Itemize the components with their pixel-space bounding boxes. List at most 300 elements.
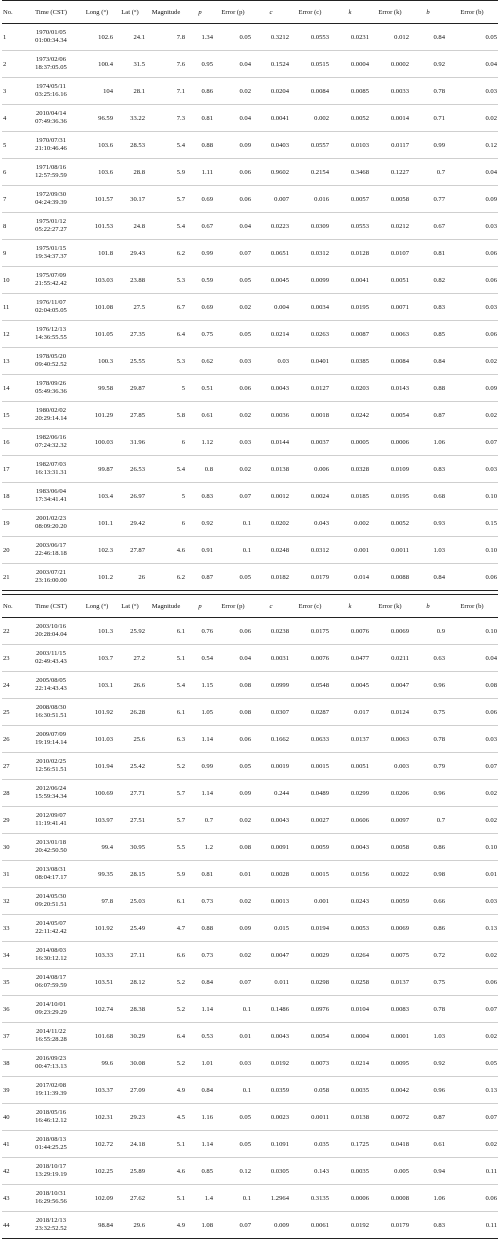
cell-p: 1.34 bbox=[186, 24, 214, 51]
cell-no: 40 bbox=[2, 1104, 22, 1131]
cell-error-c: 0.0127 bbox=[290, 375, 330, 402]
cell-long: 100.03 bbox=[80, 429, 114, 456]
cell-k: 0.0192 bbox=[330, 1212, 370, 1239]
cell-date: 2003/10/16 bbox=[35, 623, 67, 631]
cell-error-k: 0.012 bbox=[370, 24, 410, 51]
cell-time bbox=[22, 618, 80, 645]
cell-long: 97.8 bbox=[80, 888, 114, 915]
cell-magnitude: 5.3 bbox=[146, 267, 186, 294]
cell-b: 0.67 bbox=[410, 213, 446, 240]
table-row bbox=[2, 1185, 498, 1212]
cell-error-c: 0.0054 bbox=[290, 1023, 330, 1050]
cell-time bbox=[22, 537, 80, 564]
cell-error-k: 0.0002 bbox=[370, 51, 410, 78]
cell-clock: 16:29:56.56 bbox=[35, 1198, 67, 1205]
cell-error-k: 0.0054 bbox=[370, 402, 410, 429]
cell-time bbox=[22, 753, 80, 780]
cell-b: 0.83 bbox=[410, 1212, 446, 1239]
cell-error-p: 0.09 bbox=[214, 780, 252, 807]
cell-lat: 24.18 bbox=[114, 1131, 146, 1158]
cell-magnitude: 5.2 bbox=[146, 753, 186, 780]
cell-lat: 28.15 bbox=[114, 861, 146, 888]
cell-error-k: 0.0063 bbox=[370, 726, 410, 753]
cell-error-c: 0.0298 bbox=[290, 969, 330, 996]
cell-lat: 31.96 bbox=[114, 429, 146, 456]
cell-error-c: 0.0287 bbox=[290, 699, 330, 726]
cell-error-p: 0.02 bbox=[214, 807, 252, 834]
cell-clock: 04:24:39.39 bbox=[35, 199, 67, 206]
cell-error-p: 0.07 bbox=[214, 483, 252, 510]
cell-error-k: 0.0083 bbox=[370, 996, 410, 1023]
cell-time bbox=[22, 483, 80, 510]
cell-b: 0.84 bbox=[410, 24, 446, 51]
cell-error-b: 0.02 bbox=[446, 1131, 498, 1158]
cell-b: 0.7 bbox=[410, 159, 446, 186]
cell-no: 21 bbox=[2, 564, 22, 591]
cell-no: 3 bbox=[2, 78, 22, 105]
cell-date: 2013/01/18 bbox=[35, 839, 67, 847]
data-table-part-2 bbox=[2, 594, 498, 1239]
cell-c: 0.0202 bbox=[252, 510, 290, 537]
cell-date: 2001/02/23 bbox=[35, 515, 67, 523]
cell-c: 0.1486 bbox=[252, 996, 290, 1023]
cell-error-c: 0.006 bbox=[290, 456, 330, 483]
cell-long: 101.68 bbox=[80, 1023, 114, 1050]
table-row bbox=[2, 510, 498, 537]
cell-p: 0.99 bbox=[186, 753, 214, 780]
cell-error-p: 0.05 bbox=[214, 1104, 252, 1131]
cell-long: 103.51 bbox=[80, 969, 114, 996]
cell-b: 1.06 bbox=[410, 429, 446, 456]
cell-time bbox=[22, 807, 80, 834]
cell-long: 102.72 bbox=[80, 1131, 114, 1158]
cell-error-k: 0.0047 bbox=[370, 672, 410, 699]
cell-error-c: 0.0553 bbox=[290, 24, 330, 51]
cell-time bbox=[22, 1023, 80, 1050]
cell-clock: 18:37:05.05 bbox=[35, 64, 67, 71]
cell-error-b: 0.04 bbox=[446, 51, 498, 78]
cell-time bbox=[22, 834, 80, 861]
cell-no: 26 bbox=[2, 726, 22, 753]
cell-error-b: 0.08 bbox=[446, 672, 498, 699]
cell-lat: 27.87 bbox=[114, 537, 146, 564]
cell-magnitude: 6.1 bbox=[146, 888, 186, 915]
cell-p: 0.88 bbox=[186, 132, 214, 159]
cell-error-p: 0.05 bbox=[214, 24, 252, 51]
cell-error-k: 0.0063 bbox=[370, 321, 410, 348]
cell-lat: 26.53 bbox=[114, 456, 146, 483]
table-header-row bbox=[2, 595, 498, 618]
cell-error-p: 0.05 bbox=[214, 267, 252, 294]
cell-date: 1975/01/12 bbox=[35, 218, 67, 226]
table-row bbox=[2, 1104, 498, 1131]
table-row bbox=[2, 1077, 498, 1104]
cell-no: 14 bbox=[2, 375, 22, 402]
cell-p: 0.69 bbox=[186, 186, 214, 213]
cell-c: 0.0041 bbox=[252, 105, 290, 132]
cell-lat: 23.88 bbox=[114, 267, 146, 294]
cell-p: 0.83 bbox=[186, 483, 214, 510]
cell-k: 0.0243 bbox=[330, 888, 370, 915]
cell-p: 0.76 bbox=[186, 618, 214, 645]
cell-clock: 03:25:16.16 bbox=[35, 91, 67, 98]
cell-clock: 06:07:59.59 bbox=[35, 982, 67, 989]
cell-b: 0.81 bbox=[410, 240, 446, 267]
cell-error-c: 0.016 bbox=[290, 186, 330, 213]
cell-error-b: 0.03 bbox=[446, 888, 498, 915]
cell-p: 0.67 bbox=[186, 213, 214, 240]
cell-error-b: 0.02 bbox=[446, 807, 498, 834]
cell-no: 9 bbox=[2, 240, 22, 267]
cell-magnitude: 6.1 bbox=[146, 699, 186, 726]
cell-magnitude: 5.8 bbox=[146, 402, 186, 429]
cell-p: 1.12 bbox=[186, 429, 214, 456]
cell-error-k: 0.0071 bbox=[370, 294, 410, 321]
cell-long: 99.58 bbox=[80, 375, 114, 402]
table-row bbox=[2, 429, 498, 456]
cell-date: 2018/10/17 bbox=[35, 1163, 67, 1171]
table-row bbox=[2, 186, 498, 213]
cell-error-c: 0.0175 bbox=[290, 618, 330, 645]
table-row bbox=[2, 564, 498, 591]
cell-error-b: 0.10 bbox=[446, 618, 498, 645]
cell-b: 0.85 bbox=[410, 321, 446, 348]
cell-error-k: 0.0014 bbox=[370, 105, 410, 132]
cell-lat: 30.95 bbox=[114, 834, 146, 861]
cell-b: 1.06 bbox=[410, 1185, 446, 1212]
cell-long: 101.57 bbox=[80, 186, 114, 213]
table-row bbox=[2, 132, 498, 159]
cell-b: 0.87 bbox=[410, 402, 446, 429]
cell-b: 0.92 bbox=[410, 51, 446, 78]
cell-no: 13 bbox=[2, 348, 22, 375]
cell-no: 24 bbox=[2, 672, 22, 699]
cell-b: 0.87 bbox=[410, 1104, 446, 1131]
cell-error-c: 0.0557 bbox=[290, 132, 330, 159]
cell-clock: 09:23:29.29 bbox=[35, 1009, 67, 1016]
cell-error-p: 0.03 bbox=[214, 348, 252, 375]
cell-date: 2008/08/30 bbox=[35, 704, 67, 712]
cell-error-b: 0.09 bbox=[446, 375, 498, 402]
cell-b: 0.83 bbox=[410, 294, 446, 321]
cell-magnitude: 7.8 bbox=[146, 24, 186, 51]
cell-lat: 30.17 bbox=[114, 186, 146, 213]
cell-clock: 07:24:32.32 bbox=[35, 442, 67, 449]
cell-p: 0.87 bbox=[186, 564, 214, 591]
cell-error-p: 0.08 bbox=[214, 699, 252, 726]
table-row bbox=[2, 969, 498, 996]
column-header: p bbox=[186, 1, 214, 24]
cell-b: 0.94 bbox=[410, 1158, 446, 1185]
column-header: Error (c) bbox=[290, 1, 330, 24]
cell-error-b: 0.07 bbox=[446, 429, 498, 456]
cell-long: 101.05 bbox=[80, 321, 114, 348]
cell-error-b: 0.02 bbox=[446, 402, 498, 429]
cell-k: 0.002 bbox=[330, 510, 370, 537]
cell-error-c: 0.0018 bbox=[290, 402, 330, 429]
cell-clock: 22:11:42.42 bbox=[35, 928, 67, 935]
cell-b: 0.93 bbox=[410, 510, 446, 537]
cell-long: 98.84 bbox=[80, 1212, 114, 1239]
cell-date: 2018/10/31 bbox=[35, 1190, 67, 1198]
cell-error-c: 0.0084 bbox=[290, 78, 330, 105]
cell-magnitude: 6.2 bbox=[146, 564, 186, 591]
cell-error-p: 0.1 bbox=[214, 1077, 252, 1104]
cell-error-c: 0.035 bbox=[290, 1131, 330, 1158]
cell-b: 0.82 bbox=[410, 267, 446, 294]
cell-error-c: 0.0312 bbox=[290, 537, 330, 564]
cell-clock: 02:04:05.05 bbox=[35, 307, 67, 314]
cell-error-p: 0.02 bbox=[214, 942, 252, 969]
cell-no: 27 bbox=[2, 753, 22, 780]
table-row bbox=[2, 483, 498, 510]
cell-p: 0.86 bbox=[186, 78, 214, 105]
cell-error-k: 0.0072 bbox=[370, 1104, 410, 1131]
cell-k: 0.0035 bbox=[330, 1077, 370, 1104]
table-body bbox=[2, 618, 498, 1239]
cell-p: 1.01 bbox=[186, 1050, 214, 1077]
cell-time bbox=[22, 1104, 80, 1131]
cell-error-p: 0.05 bbox=[214, 321, 252, 348]
cell-clock: 16:13:31.31 bbox=[35, 469, 67, 476]
cell-error-c: 0.0401 bbox=[290, 348, 330, 375]
cell-time bbox=[22, 1158, 80, 1185]
cell-clock: 13:29:19.19 bbox=[35, 1171, 67, 1178]
cell-k: 0.0299 bbox=[330, 780, 370, 807]
data-table-part-1 bbox=[2, 0, 498, 591]
cell-lat: 29.42 bbox=[114, 510, 146, 537]
cell-clock: 15:59:34.34 bbox=[35, 793, 67, 800]
cell-p: 0.81 bbox=[186, 861, 214, 888]
table-row bbox=[2, 942, 498, 969]
cell-lat: 27.11 bbox=[114, 942, 146, 969]
cell-k: 0.0328 bbox=[330, 456, 370, 483]
cell-clock: 23:32:52.52 bbox=[35, 1225, 67, 1232]
cell-b: 0.78 bbox=[410, 996, 446, 1023]
cell-no: 43 bbox=[2, 1185, 22, 1212]
column-header: Long (°) bbox=[80, 1, 114, 24]
cell-lat: 30.08 bbox=[114, 1050, 146, 1077]
cell-error-k: 0.1227 bbox=[370, 159, 410, 186]
cell-long: 103.37 bbox=[80, 1077, 114, 1104]
cell-no: 23 bbox=[2, 645, 22, 672]
cell-long: 103.1 bbox=[80, 672, 114, 699]
cell-k: 0.0041 bbox=[330, 267, 370, 294]
cell-c: 0.1091 bbox=[252, 1131, 290, 1158]
cell-error-k: 0.0117 bbox=[370, 132, 410, 159]
cell-error-k: 0.0109 bbox=[370, 456, 410, 483]
cell-k: 0.001 bbox=[330, 537, 370, 564]
cell-c: 0.0036 bbox=[252, 402, 290, 429]
cell-error-k: 0.0001 bbox=[370, 1023, 410, 1050]
cell-lat: 27.5 bbox=[114, 294, 146, 321]
cell-date: 2018/08/13 bbox=[35, 1136, 67, 1144]
cell-magnitude: 6.3 bbox=[146, 726, 186, 753]
cell-error-k: 0.003 bbox=[370, 753, 410, 780]
cell-long: 101.3 bbox=[80, 618, 114, 645]
cell-p: 0.73 bbox=[186, 942, 214, 969]
cell-error-c: 0.0309 bbox=[290, 213, 330, 240]
cell-no: 41 bbox=[2, 1131, 22, 1158]
cell-clock: 12:56:51.51 bbox=[35, 766, 67, 773]
cell-clock: 17:34:41.41 bbox=[35, 496, 67, 503]
cell-p: 0.99 bbox=[186, 240, 214, 267]
cell-error-k: 0.0069 bbox=[370, 618, 410, 645]
cell-lat: 27.51 bbox=[114, 807, 146, 834]
table-row bbox=[2, 1050, 498, 1077]
cell-date: 2014/08/17 bbox=[35, 974, 67, 982]
cell-b: 0.86 bbox=[410, 834, 446, 861]
cell-error-k: 0.0206 bbox=[370, 780, 410, 807]
cell-clock: 09:20:51.51 bbox=[35, 901, 67, 908]
column-header: c bbox=[252, 1, 290, 24]
cell-date: 2017/02/08 bbox=[35, 1082, 67, 1090]
table-row bbox=[2, 213, 498, 240]
cell-error-b: 0.03 bbox=[446, 456, 498, 483]
cell-b: 0.61 bbox=[410, 1131, 446, 1158]
cell-long: 101.92 bbox=[80, 699, 114, 726]
cell-c: 1.2964 bbox=[252, 1185, 290, 1212]
cell-c: 0.0043 bbox=[252, 1023, 290, 1050]
cell-error-k: 0.0095 bbox=[370, 1050, 410, 1077]
cell-long: 100.69 bbox=[80, 780, 114, 807]
cell-magnitude: 4.9 bbox=[146, 1212, 186, 1239]
cell-error-c: 0.0076 bbox=[290, 645, 330, 672]
cell-error-c: 0.0029 bbox=[290, 942, 330, 969]
cell-time bbox=[22, 1077, 80, 1104]
cell-lat: 33.22 bbox=[114, 105, 146, 132]
table-row bbox=[2, 996, 498, 1023]
table-row bbox=[2, 1023, 498, 1050]
cell-c: 0.0403 bbox=[252, 132, 290, 159]
cell-error-p: 0.04 bbox=[214, 51, 252, 78]
cell-c: 0.0307 bbox=[252, 699, 290, 726]
column-header: b bbox=[410, 1, 446, 24]
table-row bbox=[2, 861, 498, 888]
cell-c: 0.0359 bbox=[252, 1077, 290, 1104]
cell-clock: 16:55:28.28 bbox=[35, 1036, 67, 1043]
cell-lat: 27.2 bbox=[114, 645, 146, 672]
cell-time bbox=[22, 510, 80, 537]
cell-c: 0.0305 bbox=[252, 1158, 290, 1185]
cell-k: 0.0085 bbox=[330, 78, 370, 105]
cell-magnitude: 6.7 bbox=[146, 294, 186, 321]
cell-error-c: 0.0027 bbox=[290, 807, 330, 834]
cell-error-b: 0.06 bbox=[446, 969, 498, 996]
cell-error-k: 0.0418 bbox=[370, 1131, 410, 1158]
cell-long: 103.97 bbox=[80, 807, 114, 834]
table-row bbox=[2, 780, 498, 807]
cell-error-c: 0.0515 bbox=[290, 51, 330, 78]
cell-time bbox=[22, 402, 80, 429]
cell-c: 0.1524 bbox=[252, 51, 290, 78]
cell-long: 96.59 bbox=[80, 105, 114, 132]
cell-magnitude: 6.1 bbox=[146, 618, 186, 645]
cell-time bbox=[22, 915, 80, 942]
cell-k: 0.0051 bbox=[330, 753, 370, 780]
cell-error-b: 0.07 bbox=[446, 753, 498, 780]
column-header: Magnitude bbox=[146, 595, 186, 618]
column-header: p bbox=[186, 595, 214, 618]
cell-p: 0.59 bbox=[186, 267, 214, 294]
cell-no: 20 bbox=[2, 537, 22, 564]
table-row bbox=[2, 105, 498, 132]
cell-error-k: 0.0107 bbox=[370, 240, 410, 267]
cell-error-c: 0.0024 bbox=[290, 483, 330, 510]
cell-long: 103.6 bbox=[80, 159, 114, 186]
cell-p: 1.15 bbox=[186, 672, 214, 699]
cell-magnitude: 5.9 bbox=[146, 159, 186, 186]
cell-error-c: 0.0633 bbox=[290, 726, 330, 753]
cell-p: 1.08 bbox=[186, 1212, 214, 1239]
cell-error-b: 0.03 bbox=[446, 726, 498, 753]
column-header: Error (p) bbox=[214, 1, 252, 24]
cell-time bbox=[22, 213, 80, 240]
cell-error-p: 0.1 bbox=[214, 996, 252, 1023]
cell-k: 0.0138 bbox=[330, 1104, 370, 1131]
cell-date: 2014/08/03 bbox=[35, 947, 67, 955]
cell-time bbox=[22, 240, 80, 267]
cell-error-p: 0.04 bbox=[214, 645, 252, 672]
cell-error-p: 0.1 bbox=[214, 510, 252, 537]
cell-long: 101.1 bbox=[80, 510, 114, 537]
table-body bbox=[2, 24, 498, 591]
cell-k: 0.0057 bbox=[330, 186, 370, 213]
cell-c: 0.9602 bbox=[252, 159, 290, 186]
cell-error-b: 0.06 bbox=[446, 1185, 498, 1212]
cell-time bbox=[22, 1185, 80, 1212]
column-header: Error (k) bbox=[370, 595, 410, 618]
cell-lat: 26.6 bbox=[114, 672, 146, 699]
cell-lat: 31.5 bbox=[114, 51, 146, 78]
cell-p: 1.14 bbox=[186, 780, 214, 807]
column-header: Error (b) bbox=[446, 595, 498, 618]
cell-no: 6 bbox=[2, 159, 22, 186]
cell-error-k: 0.0137 bbox=[370, 969, 410, 996]
cell-lat: 29.43 bbox=[114, 240, 146, 267]
cell-error-k: 0.0179 bbox=[370, 1212, 410, 1239]
cell-error-k: 0.0006 bbox=[370, 429, 410, 456]
cell-date: 2012/09/07 bbox=[35, 812, 67, 820]
cell-error-p: 0.05 bbox=[214, 564, 252, 591]
cell-magnitude: 5.5 bbox=[146, 834, 186, 861]
cell-no: 8 bbox=[2, 213, 22, 240]
cell-k: 0.0103 bbox=[330, 132, 370, 159]
cell-no: 32 bbox=[2, 888, 22, 915]
cell-date: 1973/02/06 bbox=[35, 56, 67, 64]
table-row bbox=[2, 645, 498, 672]
cell-magnitude: 4.7 bbox=[146, 915, 186, 942]
cell-error-c: 0.001 bbox=[290, 888, 330, 915]
cell-magnitude: 4.6 bbox=[146, 1158, 186, 1185]
cell-b: 0.79 bbox=[410, 753, 446, 780]
cell-magnitude: 5 bbox=[146, 375, 186, 402]
cell-error-k: 0.0084 bbox=[370, 348, 410, 375]
cell-lat: 25.49 bbox=[114, 915, 146, 942]
cell-error-c: 0.0059 bbox=[290, 834, 330, 861]
cell-p: 0.84 bbox=[186, 1077, 214, 1104]
cell-error-k: 0.0052 bbox=[370, 510, 410, 537]
cell-error-k: 0.0124 bbox=[370, 699, 410, 726]
cell-clock: 22:14:43.43 bbox=[35, 685, 67, 692]
cell-error-p: 0.02 bbox=[214, 456, 252, 483]
cell-error-b: 0.03 bbox=[446, 78, 498, 105]
cell-error-p: 0.08 bbox=[214, 834, 252, 861]
cell-error-c: 0.0061 bbox=[290, 1212, 330, 1239]
cell-error-k: 0.0143 bbox=[370, 375, 410, 402]
cell-p: 1.16 bbox=[186, 1104, 214, 1131]
cell-k: 0.0104 bbox=[330, 996, 370, 1023]
